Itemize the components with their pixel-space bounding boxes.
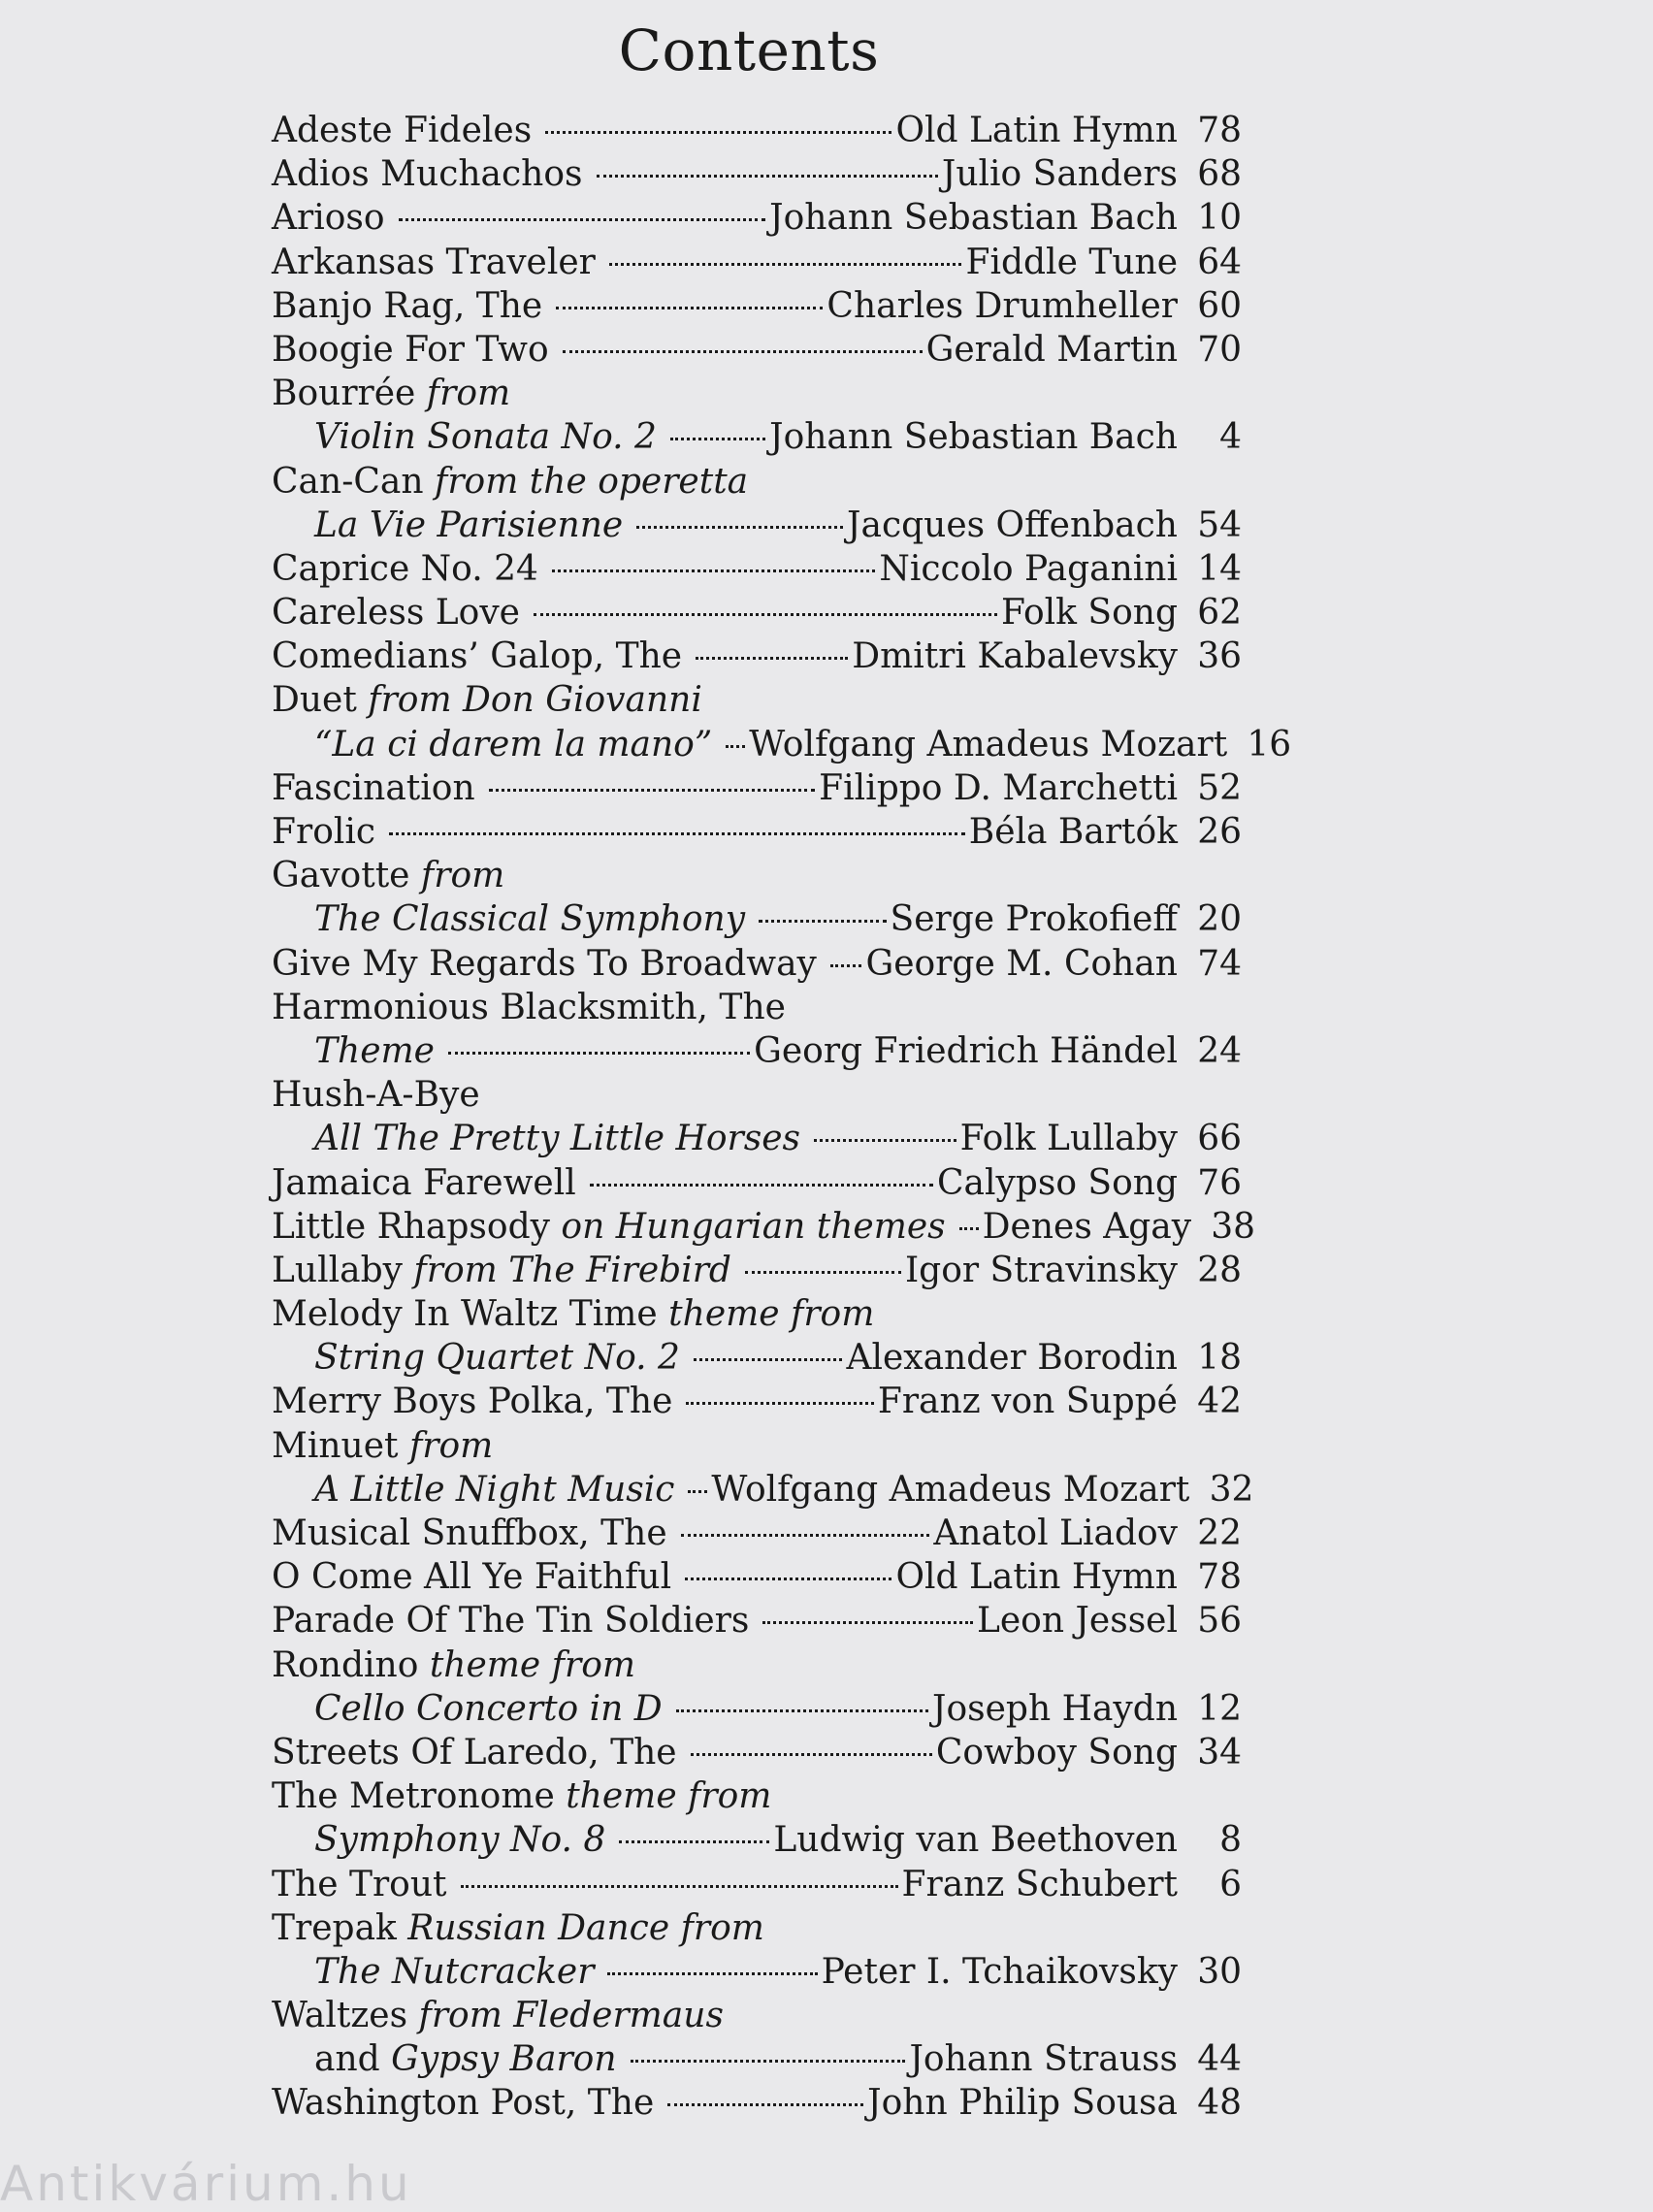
dot-leader xyxy=(694,1358,843,1361)
entry-page-number: 16 xyxy=(1247,724,1292,764)
dot-leader xyxy=(607,1972,817,1975)
dot-leader xyxy=(745,1271,901,1274)
dot-leader xyxy=(762,1621,973,1624)
toc-entry xyxy=(272,547,1242,591)
toc-entry xyxy=(272,2081,1242,2125)
toc-entry xyxy=(272,634,1242,678)
entry-page-number: 60 xyxy=(1197,285,1242,326)
toc-entry xyxy=(272,1906,1242,1994)
entry-composer: Béla Bartók xyxy=(968,812,1178,852)
toc-line xyxy=(272,1468,1254,1512)
toc-entry xyxy=(272,1205,1256,1249)
entry-title: Adios Muchachos xyxy=(272,154,583,195)
entry-title: The Classical Symphony xyxy=(314,899,746,940)
toc-entry xyxy=(272,810,1242,854)
entry-composer: Old Latin Hymn xyxy=(895,111,1178,150)
entry-title: Arioso xyxy=(272,198,385,239)
toc-line xyxy=(272,1774,1242,1818)
entry-title: A Little Night Music xyxy=(314,1469,675,1510)
toc-line xyxy=(272,2081,1242,2125)
entry-title: La Vie Parisienne xyxy=(314,504,624,545)
entry-composer: Wolfgang Amadeus Mozart xyxy=(711,1469,1190,1510)
entry-page-number: 64 xyxy=(1197,242,1242,282)
toc-entry xyxy=(272,1863,1242,1906)
entry-composer: Johann Sebastian Bach xyxy=(769,198,1178,239)
dot-leader xyxy=(563,350,923,353)
entry-page-number: 4 xyxy=(1219,417,1242,458)
entry-page-number: 34 xyxy=(1197,1732,1242,1773)
toc-line xyxy=(272,1205,1256,1249)
toc-entry xyxy=(272,1249,1242,1292)
toc-line xyxy=(272,591,1242,634)
page-title: Contents xyxy=(618,17,880,83)
dot-leader xyxy=(686,1402,873,1405)
dot-leader xyxy=(759,920,886,923)
dot-leader xyxy=(959,1227,979,1230)
entry-composer: Niccolo Paganini xyxy=(879,548,1178,589)
entry-title: Little Rhapsody on Hungarian themes xyxy=(272,1206,946,1247)
entry-page-number: 32 xyxy=(1209,1469,1254,1510)
dot-leader xyxy=(597,175,938,178)
entry-composer: Leon Jessel xyxy=(976,1601,1178,1642)
entry-page-number: 38 xyxy=(1211,1206,1256,1247)
dot-leader xyxy=(590,1184,933,1187)
entry-title: Jamaica Farewell xyxy=(272,1162,576,1203)
entry-title: Caprice No. 24 xyxy=(272,548,538,589)
entry-page-number: 66 xyxy=(1197,1119,1242,1159)
entry-composer: Dmitri Kabalevsky xyxy=(852,636,1178,677)
dot-leader xyxy=(667,2103,863,2106)
toc-line xyxy=(272,328,1242,372)
entry-title: Cello Concerto in D xyxy=(314,1688,663,1729)
toc-line xyxy=(272,678,1242,722)
entry-title: All The Pretty Little Horses xyxy=(314,1119,801,1159)
entry-title: Rondino theme from xyxy=(272,1644,636,1685)
entry-page-number: 74 xyxy=(1197,943,1242,984)
entry-page-number: 70 xyxy=(1197,329,1242,370)
dot-leader xyxy=(830,964,862,967)
entry-title: Give My Regards To Broadway xyxy=(272,943,817,984)
entry-composer: Peter I. Tchaikovsky xyxy=(821,1951,1178,1992)
toc-line xyxy=(272,1512,1242,1555)
toc-line xyxy=(272,1687,1242,1731)
entry-title: Theme xyxy=(314,1030,435,1071)
entry-composer: Franz Schubert xyxy=(901,1864,1178,1904)
toc-entry xyxy=(272,196,1242,240)
toc-line xyxy=(272,1161,1242,1205)
entry-title: O Come All Ye Faithful xyxy=(272,1557,672,1598)
entry-composer: Folk Song xyxy=(1000,593,1178,634)
dot-leader xyxy=(619,1840,769,1843)
toc-line xyxy=(272,1292,1242,1336)
entry-page-number: 26 xyxy=(1197,812,1242,852)
toc-entry xyxy=(272,241,1242,284)
toc-line xyxy=(272,241,1242,284)
entry-page-number: 62 xyxy=(1197,593,1242,634)
toc-entry xyxy=(272,1555,1242,1599)
toc-entry xyxy=(272,1994,1242,2081)
toc-line xyxy=(272,1029,1242,1073)
dot-leader xyxy=(696,657,848,660)
entry-composer: Johann Strauss xyxy=(909,2039,1178,2080)
entry-page-number: 20 xyxy=(1197,899,1242,940)
dot-leader xyxy=(389,832,965,835)
toc-line xyxy=(272,723,1292,766)
entry-title: Merry Boys Polka, The xyxy=(272,1382,673,1422)
entry-page-number: 28 xyxy=(1197,1250,1242,1290)
entry-page-number: 68 xyxy=(1197,154,1242,195)
entry-page-number: 6 xyxy=(1219,1864,1242,1904)
dot-leader xyxy=(461,1885,898,1888)
entry-composer: Johann Sebastian Bach xyxy=(769,417,1178,458)
entry-title: Harmonious Blacksmith, The xyxy=(272,987,786,1027)
dot-leader xyxy=(636,526,843,529)
dot-leader xyxy=(399,218,766,221)
toc-entry xyxy=(272,1292,1242,1380)
entry-composer: Igor Stravinsky xyxy=(904,1250,1178,1290)
toc-line xyxy=(272,1073,1242,1117)
toc-entry xyxy=(272,986,1242,1073)
toc-line xyxy=(272,196,1242,240)
entry-title: Fascination xyxy=(272,767,475,808)
entry-page-number: 78 xyxy=(1197,1557,1242,1598)
toc-line xyxy=(272,1731,1242,1774)
dot-leader xyxy=(814,1139,956,1142)
toc-line xyxy=(272,1906,1242,1950)
toc-line xyxy=(272,460,1242,504)
entry-composer: Folk Lullaby xyxy=(959,1119,1178,1159)
entry-page-number: 12 xyxy=(1197,1688,1242,1729)
entry-page-number: 24 xyxy=(1197,1030,1242,1071)
toc-entry xyxy=(272,1731,1242,1774)
entry-composer: John Philip Sousa xyxy=(867,2083,1178,2124)
entry-title: Streets Of Laredo, The xyxy=(272,1732,677,1773)
toc-line xyxy=(272,1380,1242,1423)
toc-line xyxy=(272,372,1242,415)
toc-entry xyxy=(272,942,1242,986)
entry-title: The Metronome theme from xyxy=(272,1776,772,1817)
entry-title: Parade Of The Tin Soldiers xyxy=(272,1601,750,1642)
toc-line xyxy=(272,1994,1242,2037)
toc-line xyxy=(272,1818,1242,1862)
entry-title: Boogie For Two xyxy=(272,329,549,370)
entry-title: The Trout xyxy=(272,1864,447,1904)
dot-leader xyxy=(691,1753,932,1756)
toc-line xyxy=(272,415,1242,459)
entry-page-number: 76 xyxy=(1197,1162,1242,1203)
entry-composer: Denes Agay xyxy=(982,1206,1192,1247)
toc-entry xyxy=(272,1512,1242,1555)
entry-page-number: 36 xyxy=(1197,636,1242,677)
dot-leader xyxy=(545,131,891,134)
dot-leader xyxy=(556,307,823,309)
toc-line xyxy=(272,1117,1242,1160)
dot-leader xyxy=(688,1490,707,1493)
table-of-contents xyxy=(272,109,1292,2126)
dot-leader xyxy=(681,1534,930,1537)
entry-title: Comedians’ Galop, The xyxy=(272,636,683,677)
entry-composer: Gerald Martin xyxy=(925,329,1178,370)
entry-title: “La ci darem la mano” xyxy=(314,724,713,764)
toc-line xyxy=(272,152,1242,196)
toc-entry xyxy=(272,1380,1242,1423)
entry-page-number: 22 xyxy=(1197,1513,1242,1553)
entry-title: Can-Can from the operetta xyxy=(272,461,749,502)
entry-composer: Wolfgang Amadeus Mozart xyxy=(749,724,1228,764)
toc-entry xyxy=(272,284,1242,328)
entry-composer: Calypso Song xyxy=(936,1162,1178,1203)
entry-title: and Gypsy Baron xyxy=(314,2039,617,2080)
dot-leader xyxy=(631,2060,906,2063)
toc-entry xyxy=(272,766,1242,810)
toc-line xyxy=(272,547,1242,591)
entry-title: Violin Sonata No. 2 xyxy=(314,417,657,458)
toc-line xyxy=(272,634,1242,678)
entry-title: Symphony No. 8 xyxy=(314,1820,606,1861)
entry-title: Melody In Waltz Time theme from xyxy=(272,1294,875,1335)
toc-entry xyxy=(272,152,1242,196)
toc-line xyxy=(272,810,1242,854)
toc-line xyxy=(272,109,1242,152)
entry-title: Adeste Fideles xyxy=(272,111,533,150)
toc-entry xyxy=(272,460,1242,547)
entry-composer: Charles Drumheller xyxy=(826,285,1178,326)
toc-line xyxy=(272,1863,1242,1906)
entry-page-number: 8 xyxy=(1219,1820,1242,1861)
toc-entry xyxy=(272,678,1292,765)
entry-title: Waltzes from Fledermaus xyxy=(272,1996,724,2036)
entry-title: Arkansas Traveler xyxy=(272,242,596,282)
dot-leader xyxy=(448,1052,750,1055)
toc-entry xyxy=(272,1073,1242,1160)
toc-entry xyxy=(272,1643,1242,1731)
entry-page-number: 52 xyxy=(1197,767,1242,808)
dot-leader xyxy=(489,789,816,792)
entry-title: Duet from Don Giovanni xyxy=(272,680,702,721)
toc-line xyxy=(272,504,1242,547)
entry-title: Hush-A-Bye xyxy=(272,1075,480,1116)
toc-line xyxy=(272,1599,1242,1643)
entry-title: Bourrée from xyxy=(272,374,511,414)
toc-line xyxy=(272,986,1242,1029)
entry-page-number: 56 xyxy=(1197,1601,1242,1642)
entry-composer: Serge Prokofieff xyxy=(890,899,1178,940)
entry-composer: Joseph Haydn xyxy=(932,1688,1178,1729)
entry-composer: Georg Friedrich Händel xyxy=(754,1030,1178,1071)
entry-composer: Julio Sanders xyxy=(941,154,1178,195)
entry-composer: Anatol Liadov xyxy=(933,1513,1178,1553)
dot-leader xyxy=(552,569,875,572)
entry-title: Careless Love xyxy=(272,593,520,634)
dot-leader xyxy=(726,745,745,748)
entry-page-number: 18 xyxy=(1197,1338,1242,1379)
toc-line xyxy=(272,1424,1242,1468)
toc-entry xyxy=(272,372,1242,459)
entry-page-number: 42 xyxy=(1197,1382,1242,1422)
toc-entry xyxy=(272,1599,1242,1643)
entry-composer: Filippo D. Marchetti xyxy=(819,767,1178,808)
toc-line xyxy=(272,766,1242,810)
entry-composer: Old Latin Hymn xyxy=(895,1557,1178,1598)
toc-line xyxy=(272,854,1242,897)
entry-composer: Franz von Suppé xyxy=(877,1382,1178,1422)
entry-title: Washington Post, The xyxy=(272,2083,655,2124)
entry-title: Lullaby from The Firebird xyxy=(272,1250,731,1290)
entry-page-number: 44 xyxy=(1197,2039,1242,2080)
toc-line xyxy=(272,1555,1242,1599)
toc-entry xyxy=(272,591,1242,634)
toc-line xyxy=(272,897,1242,941)
entry-composer: George M. Cohan xyxy=(865,943,1178,984)
toc-entry xyxy=(272,854,1242,941)
entry-title: Minuet from xyxy=(272,1425,494,1466)
entry-composer: Jacques Offenbach xyxy=(847,504,1178,545)
toc-line xyxy=(272,1249,1242,1292)
toc-line xyxy=(272,942,1242,986)
entry-page-number: 30 xyxy=(1197,1951,1242,1992)
toc-entry xyxy=(272,1161,1242,1205)
toc-line xyxy=(272,2037,1242,2081)
toc-entry xyxy=(272,1774,1242,1862)
toc-entry xyxy=(272,1424,1254,1512)
entry-title: Banjo Rag, The xyxy=(272,285,543,326)
entry-title: Gavotte from xyxy=(272,856,505,896)
entry-page-number: 14 xyxy=(1197,548,1242,589)
entry-page-number: 54 xyxy=(1197,504,1242,545)
entry-title: The Nutcracker xyxy=(314,1951,595,1992)
entry-title: Musical Snuffbox, The xyxy=(272,1513,667,1553)
dot-leader xyxy=(534,613,997,616)
entry-composer: Ludwig van Beethoven xyxy=(773,1820,1178,1861)
toc-entry xyxy=(272,109,1242,152)
dot-leader xyxy=(609,263,962,266)
entry-composer: Fiddle Tune xyxy=(965,242,1178,282)
entry-composer: Cowboy Song xyxy=(935,1732,1178,1773)
toc-line xyxy=(272,284,1242,328)
toc-line xyxy=(272,1336,1242,1380)
entry-title: Trepak Russian Dance from xyxy=(272,1907,764,1948)
dot-leader xyxy=(676,1709,928,1712)
toc-line xyxy=(272,1950,1242,1994)
entry-page-number: 10 xyxy=(1197,198,1242,239)
entry-title: String Quartet No. 2 xyxy=(314,1338,680,1379)
toc-entry xyxy=(272,328,1242,372)
entry-page-number: 48 xyxy=(1197,2083,1242,2124)
entry-page-number: 78 xyxy=(1197,111,1242,150)
toc-line xyxy=(272,1643,1242,1687)
entry-composer: Alexander Borodin xyxy=(846,1338,1178,1379)
watermark-text: Antikvárium.hu xyxy=(0,2156,412,2212)
dot-leader xyxy=(685,1578,891,1580)
dot-leader xyxy=(670,438,765,440)
entry-title: Frolic xyxy=(272,812,376,852)
